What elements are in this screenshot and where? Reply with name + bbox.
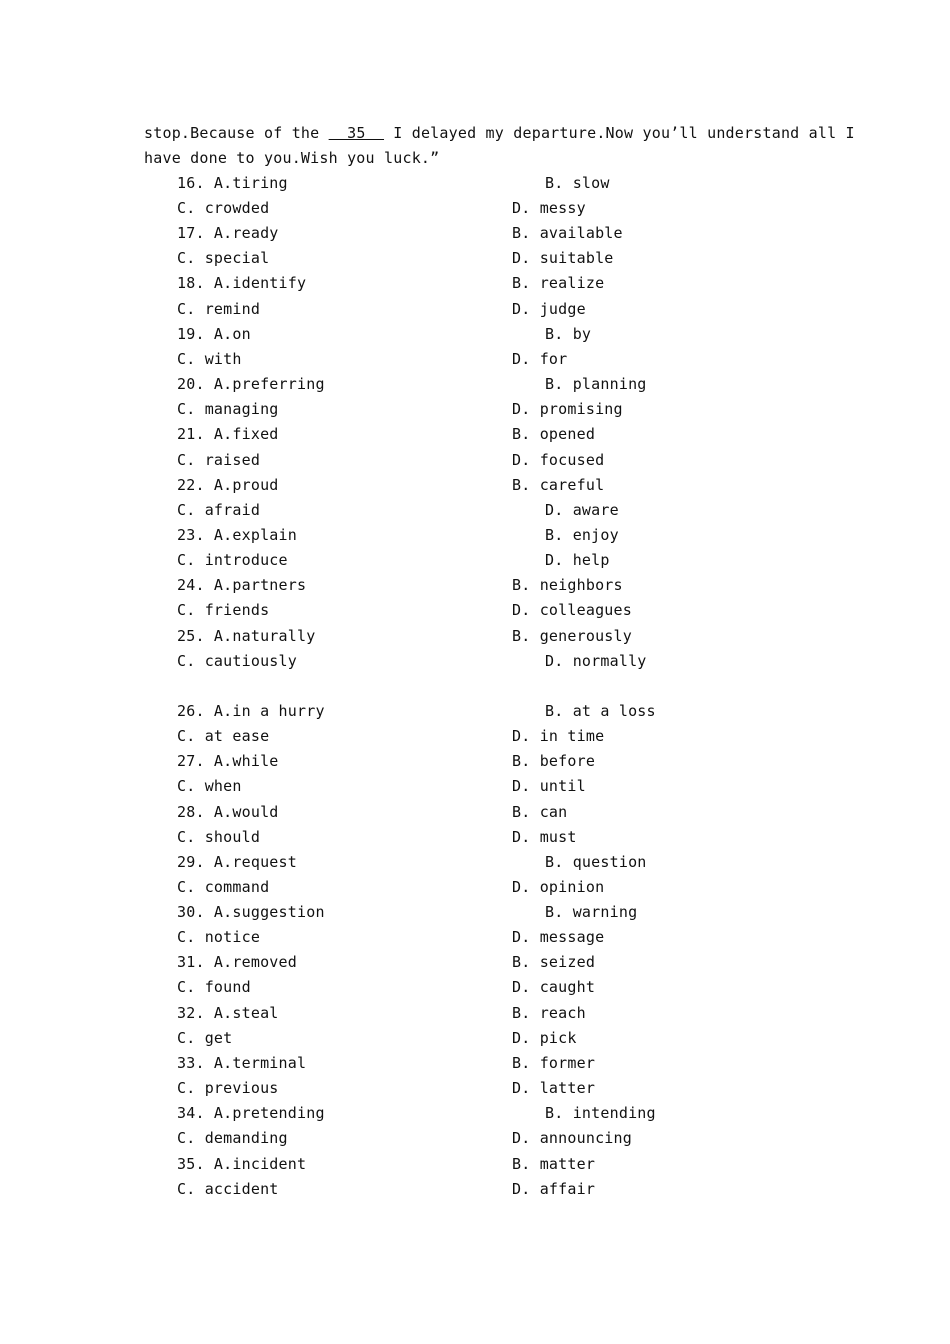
question-26-option-a: 26. A.in a hurry <box>177 702 325 720</box>
question-21-option-d: D. focused <box>512 451 605 469</box>
question-32-option-c: C. get <box>177 1029 233 1047</box>
question-32-option-d: D. pick <box>512 1029 577 1047</box>
question-27-option-d: D. until <box>512 777 586 795</box>
question-25-option-a: 25. A.naturally <box>177 627 316 645</box>
question-34-option-d: D. announcing <box>512 1129 632 1147</box>
question-22-option-d: D. aware <box>545 501 619 519</box>
question-23-option-c: C. introduce <box>177 551 288 569</box>
question-26-option-d: D. in time <box>512 727 605 745</box>
question-30-option-a: 30. A.suggestion <box>177 903 325 921</box>
question-22-option-b: B. careful <box>512 476 605 494</box>
question-29-option-a: 29. A.request <box>177 853 297 871</box>
question-33-option-b: B. former <box>512 1054 596 1072</box>
question-26-option-c: C. at ease <box>177 727 270 745</box>
question-25-option-b: B. generously <box>512 627 632 645</box>
intro-text-before: stop.Because of the <box>144 124 329 142</box>
question-20-option-a: 20. A.preferring <box>177 375 325 393</box>
question-17-option-c: C. special <box>177 249 270 267</box>
question-16-option-d: D. messy <box>512 199 586 217</box>
question-19-option-d: D. for <box>512 350 568 368</box>
question-16-option-a: 16. A.tiring <box>177 174 288 192</box>
question-27-option-c: C. when <box>177 777 242 795</box>
question-30-option-c: C. notice <box>177 928 261 946</box>
question-20-option-c: C. managing <box>177 400 279 418</box>
question-24-option-a: 24. A.partners <box>177 576 307 594</box>
question-35-option-a: 35. A.incident <box>177 1155 307 1173</box>
question-21-option-a: 21. A.fixed <box>177 425 279 443</box>
question-18-option-c: C. remind <box>177 300 261 318</box>
question-33-option-d: D. latter <box>512 1079 596 1097</box>
question-34-option-c: C. demanding <box>177 1129 288 1147</box>
question-32-option-b: B. reach <box>512 1004 586 1022</box>
question-18-option-d: D. judge <box>512 300 586 318</box>
question-33-option-c: C. previous <box>177 1079 279 1097</box>
question-24-option-b: B. neighbors <box>512 576 623 594</box>
question-17-option-b: B. available <box>512 224 623 242</box>
question-29-option-c: C. command <box>177 878 270 896</box>
question-34-option-b: B. intending <box>545 1104 656 1122</box>
question-25-option-d: D. normally <box>545 652 647 670</box>
question-28-option-d: D. must <box>512 828 577 846</box>
question-35-option-d: D. affair <box>512 1180 596 1198</box>
question-24-option-c: C. friends <box>177 601 270 619</box>
question-29-option-b: B. question <box>545 853 647 871</box>
question-19-option-b: B. by <box>545 325 592 343</box>
question-31-option-d: D. caught <box>512 978 596 996</box>
question-35-option-b: B. matter <box>512 1155 596 1173</box>
question-29-option-d: D. opinion <box>512 878 605 896</box>
question-18-option-a: 18. A.identify <box>177 274 307 292</box>
question-28-option-c: C. should <box>177 828 261 846</box>
question-31-option-c: C. found <box>177 978 251 996</box>
question-28-option-a: 28. A.would <box>177 803 279 821</box>
question-27-option-a: 27. A.while <box>177 752 279 770</box>
intro-line-1 <box>144 124 855 142</box>
question-33-option-a: 33. A.terminal <box>177 1054 307 1072</box>
question-17-option-a: 17. A.ready <box>177 224 279 242</box>
question-34-option-a: 34. A.pretending <box>177 1104 325 1122</box>
question-22-option-a: 22. A.proud <box>177 476 279 494</box>
question-32-option-a: 32. A.steal <box>177 1004 279 1022</box>
question-28-option-b: B. can <box>512 803 568 821</box>
question-26-option-b: B. at a loss <box>545 702 656 720</box>
question-23-option-b: B. enjoy <box>545 526 619 544</box>
question-20-option-d: D. promising <box>512 400 623 418</box>
question-31-option-b: B. seized <box>512 953 596 971</box>
question-24-option-d: D. colleagues <box>512 601 632 619</box>
question-17-option-d: D. suitable <box>512 249 614 267</box>
question-25-option-c: C. cautiously <box>177 652 297 670</box>
intro-line-2: have done to you.Wish you luck.” <box>144 149 440 167</box>
question-22-option-c: C. afraid <box>177 501 261 519</box>
question-18-option-b: B. realize <box>512 274 605 292</box>
question-16-option-c: C. crowded <box>177 199 270 217</box>
blank-35: 35 <box>328 124 385 142</box>
question-30-option-b: B. warning <box>545 903 638 921</box>
question-23-option-a: 23. A.explain <box>177 526 297 544</box>
question-16-option-b: B. slow <box>545 174 610 192</box>
question-31-option-a: 31. A.removed <box>177 953 297 971</box>
question-23-option-d: D. help <box>545 551 610 569</box>
question-19-option-c: C. with <box>177 350 242 368</box>
question-27-option-b: B. before <box>512 752 596 770</box>
question-19-option-a: 19. A.on <box>177 325 251 343</box>
question-30-option-d: D. message <box>512 928 605 946</box>
intro-text-after: I delayed my departure.Now you’ll understand all I <box>384 124 855 142</box>
question-35-option-c: C. accident <box>177 1180 279 1198</box>
question-20-option-b: B. planning <box>545 375 647 393</box>
question-21-option-c: C. raised <box>177 451 261 469</box>
question-21-option-b: B. opened <box>512 425 596 443</box>
